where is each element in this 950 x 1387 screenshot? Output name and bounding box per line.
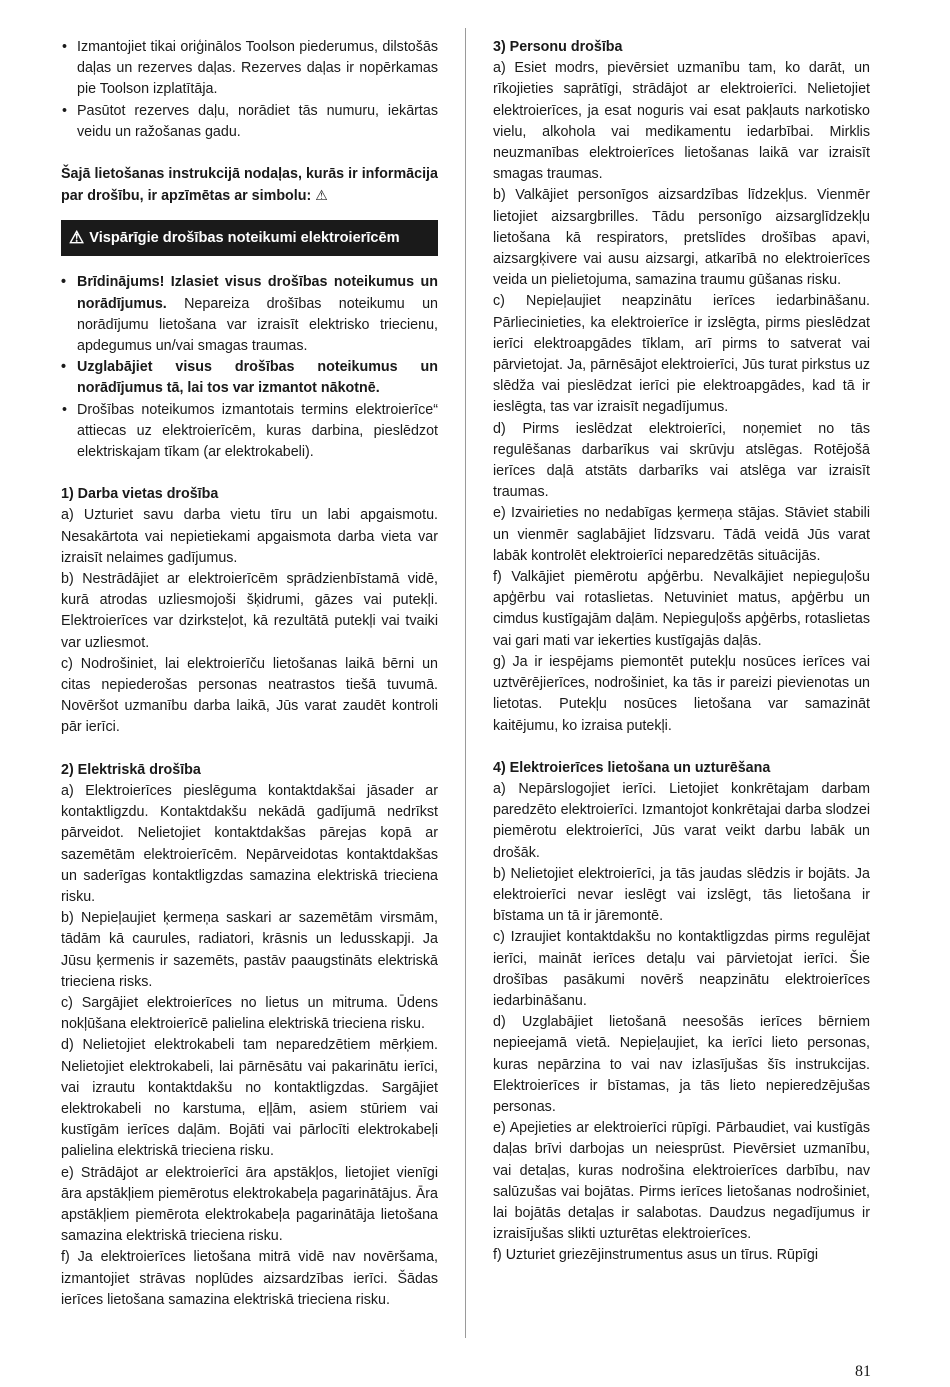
page-number: 81 (855, 1363, 871, 1380)
warning-bold: Uzglabājiet visus drošības noteikumus un norādījumus tā, lai tos var izmantot nākotnē. (77, 359, 438, 397)
list-item: • Brīdinājums! Izlasiet visus drošības noteikumus un norādījumus. Nepareiza drošības noteikumu un norādījumu lietošana var izraisīt elektrisko triecienu, apdegumus un/vai smagas traumas. (61, 274, 438, 355)
list-item-text: Izmantojiet tikai oriģinālos Toolson piederumus, dilstošās daļas un rezerves daļas. Rezerves daļas ir nopērkamas pie Toolson izplatītāja. (77, 39, 438, 98)
right-column (493, 37, 870, 1267)
paragraph: a) Esiet modrs, pievērsiet uzmanību tam, ko darāt, un rīkojieties saprātīgi, strādājot ar elektroierīci. Nelietojiet elektroierīces, ja esat noguris vai esat pakļauts narkotisko vielu, alkohola vai medikamentu iedarbībai. Mirklis neuzmanības elektroierīces lietošanas laikā var izraisīt smagas traumas. (493, 60, 870, 183)
paragraph: f) Uzturiet griezējinstrumentus asus un tīrus. Rūpīgi (493, 1247, 818, 1264)
paragraph: d) Nelietojiet elektrokabeli tam neparedzētiem mērķiem. Nelietojiet elektrokabeli, lai pārnēsātu vai pakarinātu ierīci, vai izrautu kontaktdakšu no kontaktligzdas. Sargājiet elektrokabeli no karstuma, eļļām, asiem stūriem vai kustīgām ierīces daļām. Bojāti vai pārlocīti elektrokabeļi palielina elektriskā trieciena risku. (61, 1037, 438, 1160)
list-item-text: Pasūtot rezerves daļu, norādiet tās numuru, iekārtas veidu un ražošanas gadu. (77, 102, 438, 140)
paragraph: b) Valkājiet personīgos aizsardzības līdzekļus. Vienmēr lietojiet aizsargbrilles. Tādu personīgo aizsarglīdzekļu lietošana kā respirators, pretslīdes drošības apavi, aizsargķivere vai ausu aizsargi, atkarībā no elektroierīces veida un pielietojuma, samazina traumu gūšanas risku. (493, 187, 870, 289)
list-item: • Izmantojiet tikai oriģinālos Toolson piederumus, dilstošās daļas un rezerves daļas. Rezerves daļas ir nopērkamas pie Toolson izplatītāja. (62, 39, 438, 98)
warning-text: Nepareiza drošības noteikumu un norādījumu lietošana var izraisīt elektrisko triecienu, apdegumus un/vai smagas traumas. (77, 295, 438, 355)
paragraph: d) Uzglabājiet lietošanā neesošās ierīces bērniem nepieejamā vietā. Nepieļaujiet, ka ierīci lieto personas, kuras nepārzina to vai nav izlasījušas šīs instrukcijas. Elektroierīces ir bīstamas, ja tās lieto nepieredzējušas personas. (493, 1014, 870, 1115)
paragraph: c) Izraujiet kontaktdakšu no kontaktligzdas pirms regulējat ierīci, maināt ierīces detaļu vai pārvietojat ierīci. Šie drošības pasākumi novērš neapzinātu elektroierīces iedarbināšanu. (493, 929, 870, 1009)
paragraph: e) Strādājot ar elektroierīci āra apstākļos, lietojiet vienīgi āra apstākļiem piemērotus elektrokabeļa pagarinātājus. Āra apstākļiem piemērota elektrokabeļa pagarinātāja lietošana samazina elektriskā trieciena risku. (61, 1164, 438, 1245)
column-divider (465, 28, 466, 1338)
section-heading: 1) Darba vietas drošība (61, 486, 219, 503)
paragraph: e) Apejieties ar elektroierīci rūpīgi. Pārbaudiet, vai kustīgās daļas brīvi darbojas un neiesprūst. Pievērsiet uzmanību, vai detaļas, kuras nodrošina elektroierīces darbību, nav salūzušas vai bojātas. Pirms ierīces lietošanas nodrošiniet, lai bojātās detaļas ir salabotas. Daudzus negadījumus ir izraisījušas slikti uzturētas elektroierīces. (493, 1120, 870, 1243)
warning-icon: ⚠ (315, 187, 328, 204)
list-item: • Pasūtot rezerves daļu, norādiet tās numuru, iekārtas veidu un ražošanas gadu. (62, 102, 438, 140)
banner-title: Vispārīgie drošības noteikumi elektroierīcēm (89, 230, 400, 247)
term-definition: Drošības noteikumos izmantotais termins elektroierīce“ attiecas uz elektroierīcēm, kuras darbina, pieslēdzot elektriskajam tīkam (ar elektrokabeli). (77, 401, 438, 461)
section-banner (61, 220, 438, 256)
section-heading: 3) Personu drošība (493, 39, 623, 55)
section-heading: 2) Elektriskā drošība (61, 761, 201, 778)
section-heading: 4) Elektroierīces lietošana un uzturēšana (493, 759, 771, 776)
warning-bold: Brīdinājums! Izlasiet visus drošības noteikumus un norādījumus. (77, 274, 438, 312)
paragraph: b) Nepieļaujiet ķermeņa saskari ar sazemētām virsmām, tādām kā caurules, radiatori, krāsnis un ledusskapji. Ja Jūsu ķermenis ir sazemēts, pastāv paaugstināts elektriskā trieciena risks. (61, 910, 438, 990)
paragraph: f) Valkājiet piemērotu apģērbu. Nevalkājiet nepieguļošu apģērbu vai rotaslietas. Netuviniet matus, apģērbu un cimdus kustīgajām daļām. Nepieguļošs apģērbs, rotaslietas vai gari mati var iekerties kustīgajās daļās. (493, 569, 870, 649)
list-item: • Uzglabājiet visus drošības noteikumus un norādījumus tā, lai tos var izmantot nākotnē. (61, 359, 438, 397)
list-item: • Drošības noteikumos izmantotais termins elektroierīce“ attiecas uz elektroierīcēm, kuras darbina, pieslēdzot elektriskajam tīkam (ar elektrokabeli). (62, 401, 438, 461)
paragraph: a) Uzturiet savu darba vietu tīru un labi apgaismotu. Nesakārtota vai nepietiekami apgaismota darba vieta var izraisīt nelaimes gadījumus. (61, 507, 438, 566)
paragraph: e) Izvairieties no nedabīgas ķermeņa stājas. Stāviet stabili un vienmēr saglabājiet līdzsvaru. Tādā veidā Jūs varat labāk kontrolēt elektroierīci neparedzētās situācijās. (493, 505, 870, 564)
paragraph: d) Pirms ieslēdzat elektroierīci, noņemiet no tās regulēšanas darbarīkus vai skrūvju atslēgas. Rotējošā ierīces daļā atstāts darbarīks vai atslēga var izraisīt traumas. (493, 420, 870, 501)
safety-note-text: Šajā lietošanas instrukcijā nodaļas, kurās ir informācija par drošību, ir apzīmētas ar simbolu: (61, 166, 438, 205)
paragraph: g) Ja ir iespējams piemontēt putekļu nosūces ierīces vai uztvērējierīces, nodrošiniet, ka tās ir pareizi pievienotas un lietotas. Putekļu nosūces lietošana var samazināt kaitējumu, ko izraisa putekļi. (493, 653, 870, 734)
paragraph: b) Nelietojiet elektroierīci, ja tās jaudas slēdzis ir bojāts. Ja elektroierīci nevar ieslēgt vai izslēgt, tās lietošana ir bīstama un tā ir jāremontē. (493, 865, 870, 925)
safety-symbol-note (61, 164, 438, 207)
paragraph: c) Nepieļaujiet neapzinātu ierīces iedarbināšanu. Pārliecinieties, ka elektroierīce ir izslēgta, pirms pieslēdzat ierīci elektroapgādes tīklam, arī pirms to satverat vai pārvietojat. Ja, pārnēsājot elektroierīci, Jūs turat pirkstus uz slēdža vai pieslēdzat ierīci pie elektroapgādes, kad tā ir ieslēgta, tas var izraisīt negadījumus. (493, 293, 870, 416)
paragraph: a) Nepārslogojiet ierīci. Lietojiet konkrētajam darbam paredzēto elektroierīci. Izmantojot konkrētajai darba slodzei piemērotu elektroierīci, Jūs varat veikt darbu labāk un drošāk. (493, 780, 870, 861)
paragraph: c) Sargājiet elektroierīces no lietus un mitruma. Ūdens nokļūšana elektroierīcē palielina elektriskā trieciena risku. (61, 994, 438, 1033)
paragraph: a) Elektroierīces pieslēguma kontaktdakšai jāsader ar kontaktligzdu. Kontaktdakšu nekādā gadījumā nedrīkst pārveidot. Nelietojiet kontaktdakšas pārejas kopā ar sazemētām elektroierīcēm. Nepārveidotas kontaktdakšas un saderīgas kontaktligzdas samazina elektriskā trieciena risku. (61, 782, 438, 905)
paragraph: b) Nestrādājiet ar elektroierīcēm sprādzienbīstamā vidē, kurā atrodas uzliesmojoši šķidrumi, gāzes vai putekļi. Elektroierīces var dzirksteļot, kā rezultātā putekļi vai tvaiki var uzliesmot. (61, 571, 438, 651)
left-column (61, 37, 438, 1311)
paragraph: c) Nodrošiniet, lai elektroierīču lietošanas laikā bērni un citas nepiederošas personas neatrastos tiešā tuvumā. Novēršot uzmanību darba laikā, Jūs varat zaudēt kontroli pār ierīci. (61, 655, 438, 736)
paragraph: f) Ja elektroierīces lietošana mitrā vidē nav novēršama, izmantojiet strāvas noplūdes aizsardzības ierīci. Šādas ierīces lietošana samazina elektriskā trieciena risku. (61, 1249, 438, 1308)
warning-icon: ⚠ (69, 228, 85, 248)
